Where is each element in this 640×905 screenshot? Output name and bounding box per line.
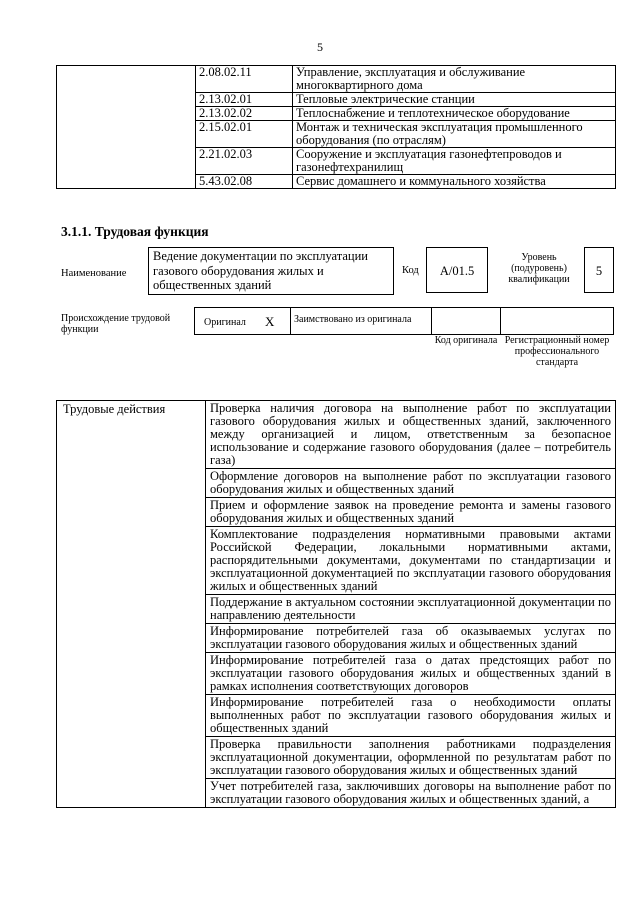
labor-action-item: Проверка наличия договора на выполнение работ по эксплуатации газового оборудования жилых и общественных зданий, заключенного между организацией и лицом, ответственным за безопасное использование и содержание газового оборудования (далее – потребитель газа) — [206, 401, 616, 469]
code-cell: 2.15.02.01 — [196, 121, 293, 148]
origin-code-caption: Код оригинала — [434, 335, 498, 346]
program-name-cell: Сооружение и эксплуатация газонефтепроводов и газонефтехранилищ — [293, 148, 616, 175]
labor-action-item: Информирование потребителей газа об оказываемых услугах по эксплуатации газового оборудования жилых и общественных зданий — [206, 624, 616, 653]
code-cell: 5.43.02.08 — [196, 175, 293, 189]
program-name-cell: Монтаж и техническая эксплуатация промышленного оборудования (по отраслям) — [293, 121, 616, 148]
level-box — [584, 247, 614, 293]
program-name-cell: Сервис домашнего и коммунального хозяйства — [293, 175, 616, 189]
labor-action-item: Информирование потребителей газа о датах предстоящих работ по эксплуатации газового оборудования жилых и общественных зданий в рамках исполнения соответствующих договоров — [206, 653, 616, 695]
name-label: Наименование — [61, 268, 127, 279]
original-label: Оригинал — [204, 317, 246, 328]
labor-action-item: Поддержание в актуальном состоянии эксплуатационной документации по направлению деятельности — [206, 595, 616, 624]
origin-code-box — [431, 307, 501, 335]
function-code-value: А/01.5 — [439, 264, 475, 278]
origin-label: Происхождение трудовой функции — [61, 313, 171, 335]
labor-action-item: Оформление договоров на выполнение работ по эксплуатации газового оборудования жилых и общественных зданий — [206, 469, 616, 498]
labor-action-item: Проверка правильности заполнения работниками подразделения эксплуатационной документации, оформленной по результатам работ по эксплуатации газового оборудования жилых и общественных зданий — [206, 737, 616, 779]
program-name-cell: Тепловые электрические станции — [293, 93, 616, 107]
borrowed-box — [290, 307, 432, 335]
education-codes-table — [56, 65, 616, 189]
labor-action-item: Комплектование подразделения нормативными правовыми актами Российской Федерации, локальными нормативными актами, распорядительными документами, документами по стандартизации и эксплуатационной документацией по эксплуатации газового оборудования жилых и общественных зданий — [206, 527, 616, 595]
reg-number-box — [500, 307, 614, 335]
program-name-cell: Управление, эксплуатация и обслуживание многоквартирного дома — [293, 66, 616, 93]
code-label: Код — [402, 265, 419, 276]
function-name-box — [148, 247, 394, 295]
page-number: 5 — [317, 40, 323, 54]
code-cell: 2.13.02.01 — [196, 93, 293, 107]
reg-number-caption: Регистрационный номер профессионального стандарта — [504, 335, 610, 368]
labor-action-item: Учет потребителей газа, заключивших договоры на выполнение работ по эксплуатации газового оборудования жилых и общественных зданий, а — [206, 779, 616, 808]
level-value: 5 — [595, 264, 603, 278]
function-name-value: Ведение документации по эксплуатации газового оборудования жилых и общественных зданий — [153, 249, 368, 292]
section-title: 3.1.1. Трудовая функция — [61, 224, 209, 239]
labor-action-item: Прием и оформление заявок на проведение ремонта и замены газового оборудования жилых и общественных зданий — [206, 498, 616, 527]
table-row — [57, 66, 616, 93]
original-box — [194, 307, 291, 335]
labor-actions-table — [56, 400, 616, 808]
code-cell: 2.21.02.03 — [196, 148, 293, 175]
labor-actions-label: Трудовые действия — [57, 401, 206, 808]
table-row — [57, 401, 616, 469]
blank-cell — [57, 66, 196, 189]
labor-action-item: Информирование потребителей газа о необходимости оплаты выполненных работ по эксплуатации газового оборудования жилых и общественных зданий — [206, 695, 616, 737]
function-code-box — [426, 247, 488, 293]
original-mark: X — [265, 314, 275, 329]
code-cell: 2.13.02.02 — [196, 107, 293, 121]
code-cell: 2.08.02.11 — [196, 66, 293, 93]
level-label: Уровень (подуровень) квалификации — [508, 252, 570, 285]
borrowed-label: Заимствовано из оригинала — [294, 314, 412, 325]
program-name-cell: Теплоснабжение и теплотехническое оборудование — [293, 107, 616, 121]
